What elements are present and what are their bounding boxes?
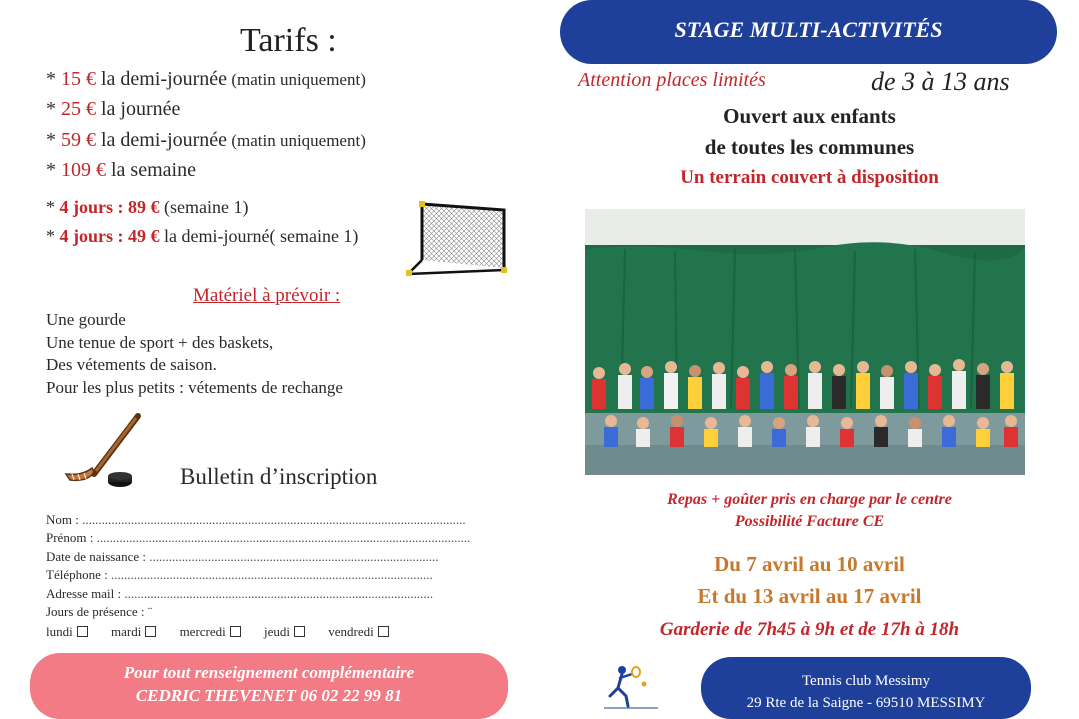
tarif-line: * 4 jours : 89 € (semaine 1) (46, 197, 249, 217)
repas-text: Repas + goûter pris en charge par le centre (667, 491, 952, 508)
checkbox[interactable] (77, 626, 88, 637)
form-field-adresse-mail[interactable]: Adresse mail : ............................................................................................... (46, 586, 434, 601)
materiel-item: Des vétements de saison. (46, 355, 217, 374)
attention-text: Attention places limités (578, 69, 766, 91)
tarif-line: * 4 jours : 49 € la demi-journé( semaine 1) (46, 226, 359, 246)
dates-line2: Et du 13 avril au 17 avril (697, 584, 922, 608)
form-field-prenom[interactable]: Prénom : ................................................................................................................... (46, 530, 471, 545)
materiel-title: Matériel à prévoir : (193, 285, 341, 306)
contact-line2: CEDRIC THEVENET 06 02 22 99 81 (135, 686, 403, 705)
tarif-line: * 15 € la demi-journée (matin uniquement) (46, 68, 366, 90)
tarifs-title: Tarifs : (240, 22, 337, 59)
club-address: 29 Rte de la Saigne - 69510 MESSIMY (746, 695, 986, 711)
facture-text: Possibilité Facture CE (734, 513, 885, 530)
contact-line1: Pour tout renseignement complémentaire (123, 663, 415, 682)
stage-banner: STAGE MULTI-ACTIVITÉS (560, 0, 1057, 64)
materiel-item: Une gourde (46, 310, 126, 329)
checkbox[interactable] (378, 626, 389, 637)
tennis-club-logo-icon (600, 662, 662, 712)
age-range: de 3 à 13 ans (871, 67, 1010, 96)
dates-line1: Du 7 avril au 10 avril (714, 552, 905, 576)
open-line2: de toutes les communes (704, 135, 915, 159)
right-panel (540, 0, 1079, 713)
tarif-line: * 109 € la semaine (46, 159, 196, 181)
garderie-text: Garderie de 7h45 à 9h et de 17h à 18h (659, 619, 960, 640)
contact-banner (30, 653, 508, 719)
club-banner (701, 657, 1031, 719)
tarif-line: * 25 € la journée (46, 98, 181, 120)
terrain-text: Un terrain couvert à disposition (680, 167, 939, 188)
left-panel (0, 0, 540, 713)
day-option[interactable]: mercredi (180, 624, 241, 639)
tarif-line: * 59 € la demi-journée (matin uniquement) (46, 129, 366, 151)
checkbox[interactable] (145, 626, 156, 637)
checkbox[interactable] (230, 626, 241, 637)
open-line1: Ouvert aux enfants (723, 104, 896, 128)
checkbox[interactable] (294, 626, 305, 637)
form-field-telephone[interactable]: Téléphone : ................................................................................................... (46, 567, 433, 582)
hockey-goal-icon (404, 196, 512, 282)
form-field-nom[interactable]: Nom : ...................................................................................................................... (46, 512, 466, 527)
materiel-item: Pour les plus petits : vétements de rechange (46, 378, 343, 397)
group-photo (585, 209, 1025, 475)
days-checkboxes (46, 624, 409, 640)
bulletin-title: Bulletin d’inscription (180, 464, 378, 489)
day-option[interactable]: vendredi (328, 624, 388, 639)
day-option[interactable]: lundi (46, 624, 88, 639)
form-field-jours: Jours de présence : ¨ (46, 604, 153, 619)
hockey-stick-icon (62, 414, 142, 492)
day-option[interactable]: mardi (111, 624, 156, 639)
materiel-item: Une tenue de sport + des baskets, (46, 333, 274, 352)
club-name: Tennis club Messimy (801, 673, 931, 689)
day-option[interactable]: jeudi (264, 624, 305, 639)
form-field-date-naissance[interactable]: Date de naissance : ......................................................................................... (46, 549, 439, 564)
